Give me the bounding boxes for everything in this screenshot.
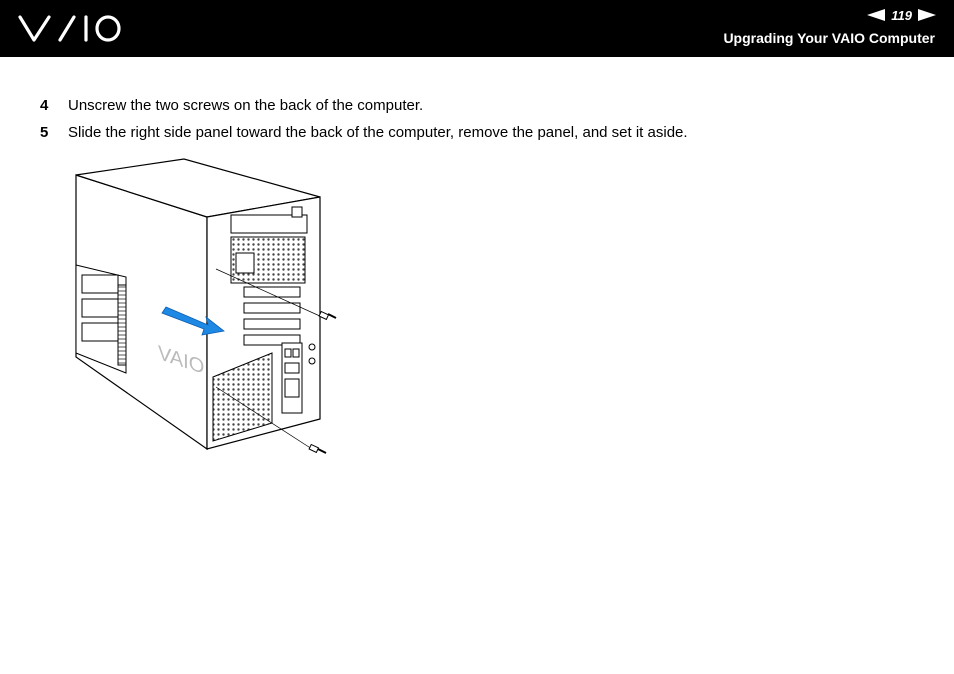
computer-tower-illustration bbox=[66, 157, 346, 459]
screw-icon bbox=[309, 444, 326, 453]
step-text: Slide the right side panel toward the back of the computer, remove the panel, and set it aside. bbox=[68, 124, 688, 141]
step-item bbox=[40, 97, 920, 115]
next-page-icon[interactable] bbox=[918, 9, 936, 21]
svg-text:VAIO: VAIO bbox=[158, 341, 205, 379]
page-navigation bbox=[867, 6, 936, 24]
step-number: 4 bbox=[40, 97, 49, 114]
previous-page-icon[interactable] bbox=[867, 9, 885, 21]
section-title: Upgrading Your VAIO Computer bbox=[723, 30, 935, 46]
step-text: Unscrew the two screws on the back of the computer. bbox=[68, 97, 424, 114]
page-header bbox=[0, 0, 954, 57]
instruction-steps bbox=[40, 97, 920, 151]
screw-icon bbox=[319, 311, 336, 319]
step-item bbox=[40, 124, 920, 142]
page-number: 119 bbox=[891, 7, 912, 23]
step-number: 5 bbox=[40, 124, 49, 141]
vaio-logo bbox=[16, 12, 122, 46]
